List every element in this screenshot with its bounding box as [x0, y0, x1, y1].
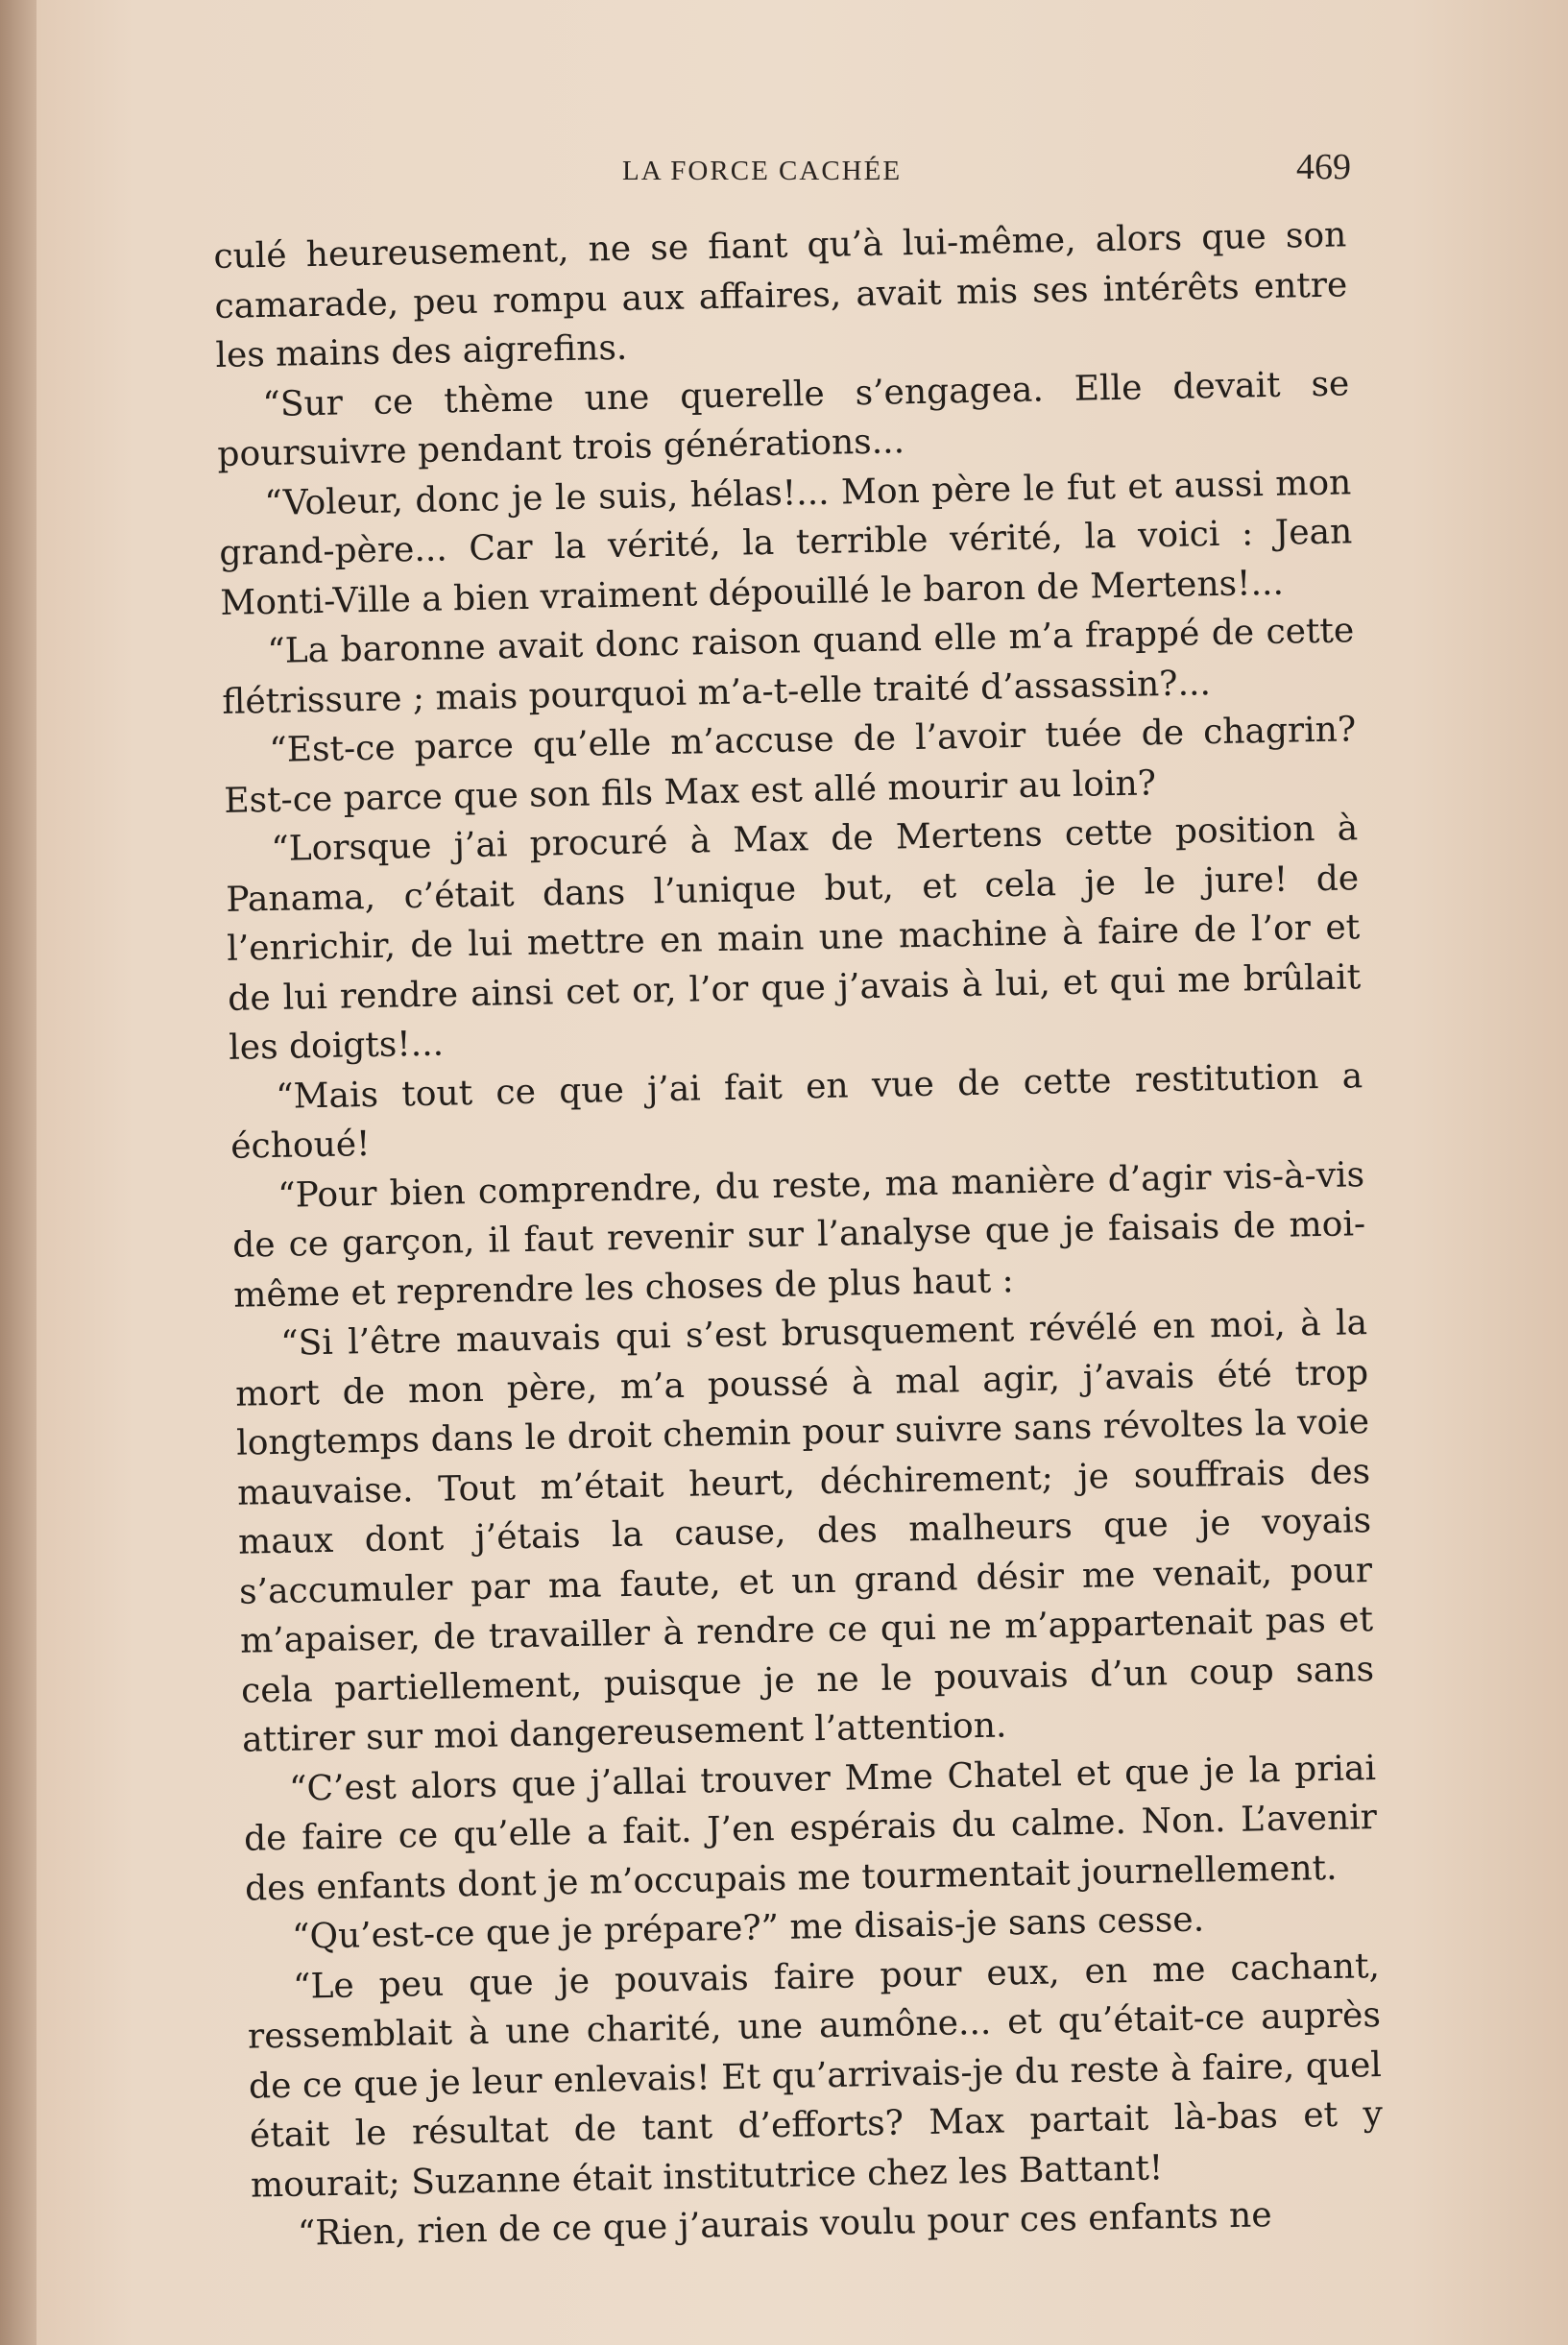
paragraph: “Pour bien comprendre, du reste, ma manière d’agir vis-à-vis de ce garçon, il faut revenir sur l’analyse que je faisais de moi-même et reprendre les choses de plus haut :: [231, 1154, 1366, 1316]
paragraph: “Mais tout ce que j’ai fait en vue de cette restitution a échoué!: [229, 1055, 1363, 1167]
paragraph: “Sur ce thème une querelle s’engagea. Elle devait se poursuivre pendant trois générations...: [217, 363, 1350, 474]
paragraph: “C’est alors que j’allai trouver Mme Chatel et que je la priai de faire ce qu’elle a fait. J’en espérais du calme. Non. L’avenir des enfants dont je m’occupais me tourmentait journellement.: [243, 1748, 1378, 1909]
page-number: 469: [1296, 147, 1351, 187]
paragraph: “Rien, rien de ce que j’aurais voulu pour ces enfants ne: [297, 2195, 1272, 2254]
paragraph: “Si l’être mauvais qui s’est brusquement révélé en moi, à la mort de mon père, m’a poussé à mal agir, j’avais été trop longtemps dans le droit chemin pour suivre sans révoltes la voie mauvaise. Tout m’était heurt, déchirement; je souffrais des maux dont j’étais la cause, des malheurs que je voyais s’accumuler par ma faute, et un grand désir me venait, pour m’apaiser, de travailler à rendre ce qui ne m’appartenait pas et cela partiellement, puisque je ne le pouvais d’un coup sans attirer sur moi dangereusement l’attention.: [234, 1303, 1375, 1760]
paragraph: “Qu’est-ce que je prépare?” me disais-je sans cesse.: [291, 1899, 1205, 1957]
paragraph: culé heureusement, ne se fiant qu’à lui-même, alors que son camarade, peu rompu aux affaires, avait mis ses intérêts entre les mains des aigrefins.: [213, 215, 1348, 375]
paragraph: “Lorsque j’ai procuré à Max de Mertens cette position à Panama, c’était dans l’unique but, et cela je le jure! de l’enrichir, de lui mettre en main une machine à faire de l’or et de lui rendre ainsi cet or, l’or que j’avais à lui, et qui me brûlait les doigts!...: [225, 809, 1362, 1068]
body-text: [213, 210, 1385, 2260]
page-gutter-shadow: [0, 0, 36, 2345]
paragraph: “Est-ce parce qu’elle m’accuse de l’avoir tuée de chagrin? Est-ce parce que son fils Max est allé mourir au loin?: [223, 710, 1357, 821]
running-title: LA FORCE CACHÉE: [622, 156, 903, 186]
page-header: [0, 146, 1568, 194]
paragraph: “Le peu que je pouvais faire pour eux, en me cachant, ressemblait à une charité, une aumône... et qu’était-ce auprès de ce que je leur enlevais! Et qu’arrivais-je du reste à faire, quel était le résultat de tant d’efforts? Max partait là-bas et y mourait; Suzanne était institutrice chez les Battant!: [247, 1946, 1384, 2206]
paragraph: “La baronne avait donc raison quand elle m’a frappé de cette flétrissure ; mais pourquoi m’a-t-elle traité d’assassin?...: [221, 611, 1355, 722]
paragraph: “Voleur, donc je le suis, hélas!... Mon père le fut et aussi mon grand-père... Car la vérité, la terrible vérité, la voici : Jean Monti-Ville a bien vraiment dépouillé le baron de Mertens!...: [219, 462, 1353, 623]
